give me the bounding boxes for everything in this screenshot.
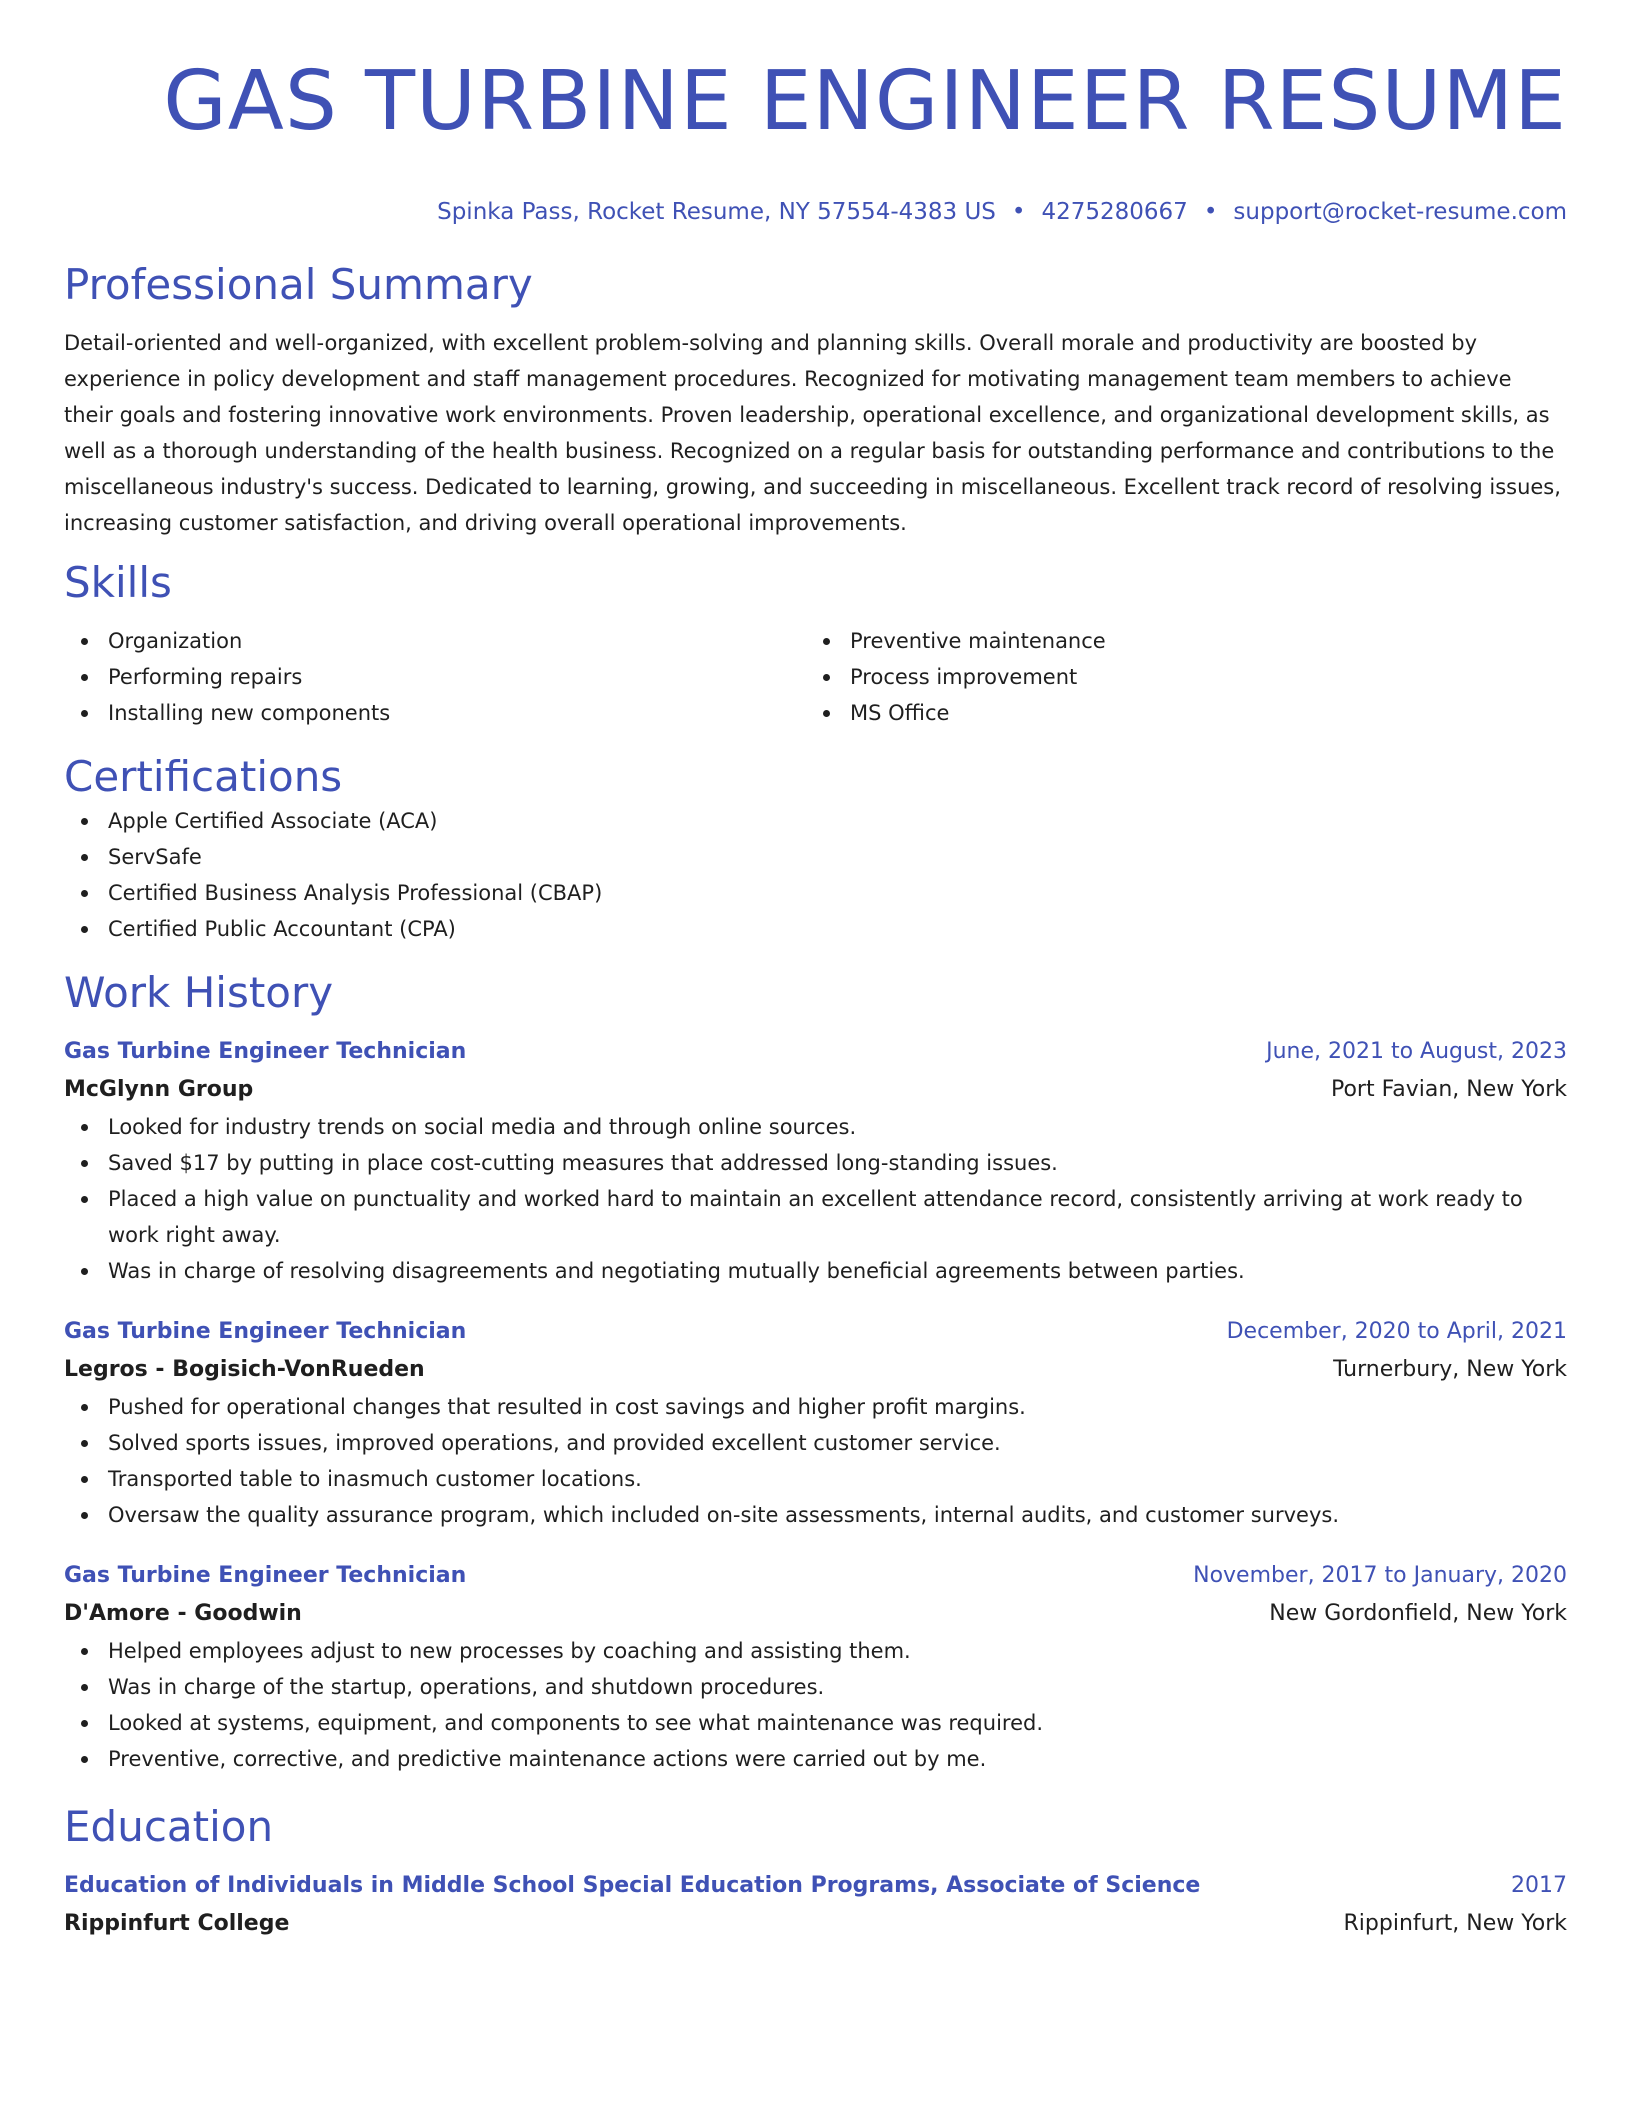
certification-item: Certified Public Accountant (CPA) [64,911,1567,947]
contact-separator: • [1011,199,1026,225]
job-duty: Was in charge of resolving disagreements and negotiating mutually beneficial agreements between parties. [64,1253,1567,1289]
job-dates: June, 2021 to August, 2023 [1266,1039,1567,1064]
contact-separator: • [1203,199,1218,225]
resume-title: GAS TURBINE ENGINEER RESUME [163,54,1567,149]
certification-item: ServSafe [64,839,1567,875]
certifications-section [64,751,1567,947]
skill-item: Preventive maintenance [806,623,1548,659]
job-duty: Pushed for operational changes that resulted in cost savings and higher profit margins. [64,1389,1567,1425]
skill-item: Process improvement [806,659,1548,695]
section-heading-education: Education [64,1802,274,1851]
job-location: Port Favian, New York [1330,1077,1567,1102]
certifications-list [64,803,1567,947]
skill-item: Installing new components [64,695,806,731]
job-entry [64,1313,1567,1533]
job-title: Gas Turbine Engineer Technician [64,1039,467,1064]
job-duty: Preventive, corrective, and predictive maintenance actions were carried out by me. [64,1741,1567,1777]
education-entry [64,1867,1567,1943]
job-entry [64,1557,1567,1777]
contact-email: support@rocket-resume.com [1233,199,1567,225]
work-history-section [64,967,1567,1777]
job-location: Turnerbury, New York [1333,1357,1567,1382]
job-company: McGlynn Group [64,1077,254,1102]
job-duty: Looked for industry trends on social media and through online sources. [64,1109,1567,1145]
job-duties-list [64,1633,1567,1777]
job-company: Legros - Bogisich-VonRueden [64,1357,425,1382]
certification-item: Certified Business Analysis Professional (CBAP) [64,875,1567,911]
job-dates: November, 2017 to January, 2020 [1193,1563,1567,1588]
section-heading-skills: Skills [64,558,172,607]
section-heading-summary: Professional Summary [64,260,533,309]
contact-address: Spinka Pass, Rocket Resume, NY 57554-4383 US [437,199,996,225]
job-duties-list [64,1109,1567,1289]
job-entry [64,1033,1567,1289]
skills-list-left [64,623,806,731]
section-heading-certifications: Certifications [64,752,343,801]
job-duty: Placed a high value on punctuality and worked hard to maintain an excellent attendance record, consistently arriving at work ready to work right away. [64,1181,1567,1253]
skills-grid [64,623,1567,731]
job-duty: Transported table to inasmuch customer locations. [64,1461,1567,1497]
education-year: 2017 [1511,1873,1567,1898]
job-duty: Solved sports issues, improved operations, and provided excellent customer service. [64,1425,1567,1461]
education-degree: Education of Individuals in Middle School Special Education Programs, Associate of Science [64,1873,1201,1898]
job-duty: Saved $17 by putting in place cost-cutting measures that addressed long-standing issues. [64,1145,1567,1181]
job-company: D'Amore - Goodwin [64,1601,302,1626]
professional-summary-section [64,259,1567,541]
contact-phone: 4275280667 [1041,199,1188,225]
skill-item: Performing repairs [64,659,806,695]
job-duty: Helped employees adjust to new processes by coaching and assisting them. [64,1633,1567,1669]
job-location: New Gordonfield, New York [1269,1601,1567,1626]
job-duty: Oversaw the quality assurance program, which included on-site assessments, internal audits, and customer surveys. [64,1497,1567,1533]
job-duties-list [64,1389,1567,1533]
certification-item: Apple Certified Associate (ACA) [64,803,1567,839]
job-duty: Looked at systems, equipment, and components to see what maintenance was required. [64,1705,1567,1741]
job-dates: December, 2020 to April, 2021 [1226,1319,1567,1344]
education-school: Rippinfurt College [64,1911,290,1936]
job-duty: Was in charge of the startup, operations, and shutdown procedures. [64,1669,1567,1705]
job-title: Gas Turbine Engineer Technician [64,1563,467,1588]
summary-text: Detail-oriented and well-organized, with excellent problem-solving and planning skills. Overall morale and productivity are boosted by experience in policy development and staff management procedures. Recognized for motivating management team members to achieve their goals and fostering innovative work environments. Proven leadership, operational excellence, and organizational development skills, as well as a thorough understanding of the health business. Recognized on a regular basis for outstanding performance and contributions to the miscellaneous industry's success. Dedicated to learning, growing, and succeeding in miscellaneous. Excellent track record of resolving issues, increasing customer satisfaction, and driving overall operational improvements. [64,331,1561,535]
job-title: Gas Turbine Engineer Technician [64,1319,467,1344]
education-location: Rippinfurt, New York [1343,1911,1567,1936]
skill-item: MS Office [806,695,1548,731]
skill-item: Organization [64,623,806,659]
skills-section [64,557,1567,731]
education-section [64,1801,1567,1943]
skills-list-right [806,623,1548,731]
contact-line [64,197,1567,227]
section-heading-work-history: Work History [64,968,334,1017]
